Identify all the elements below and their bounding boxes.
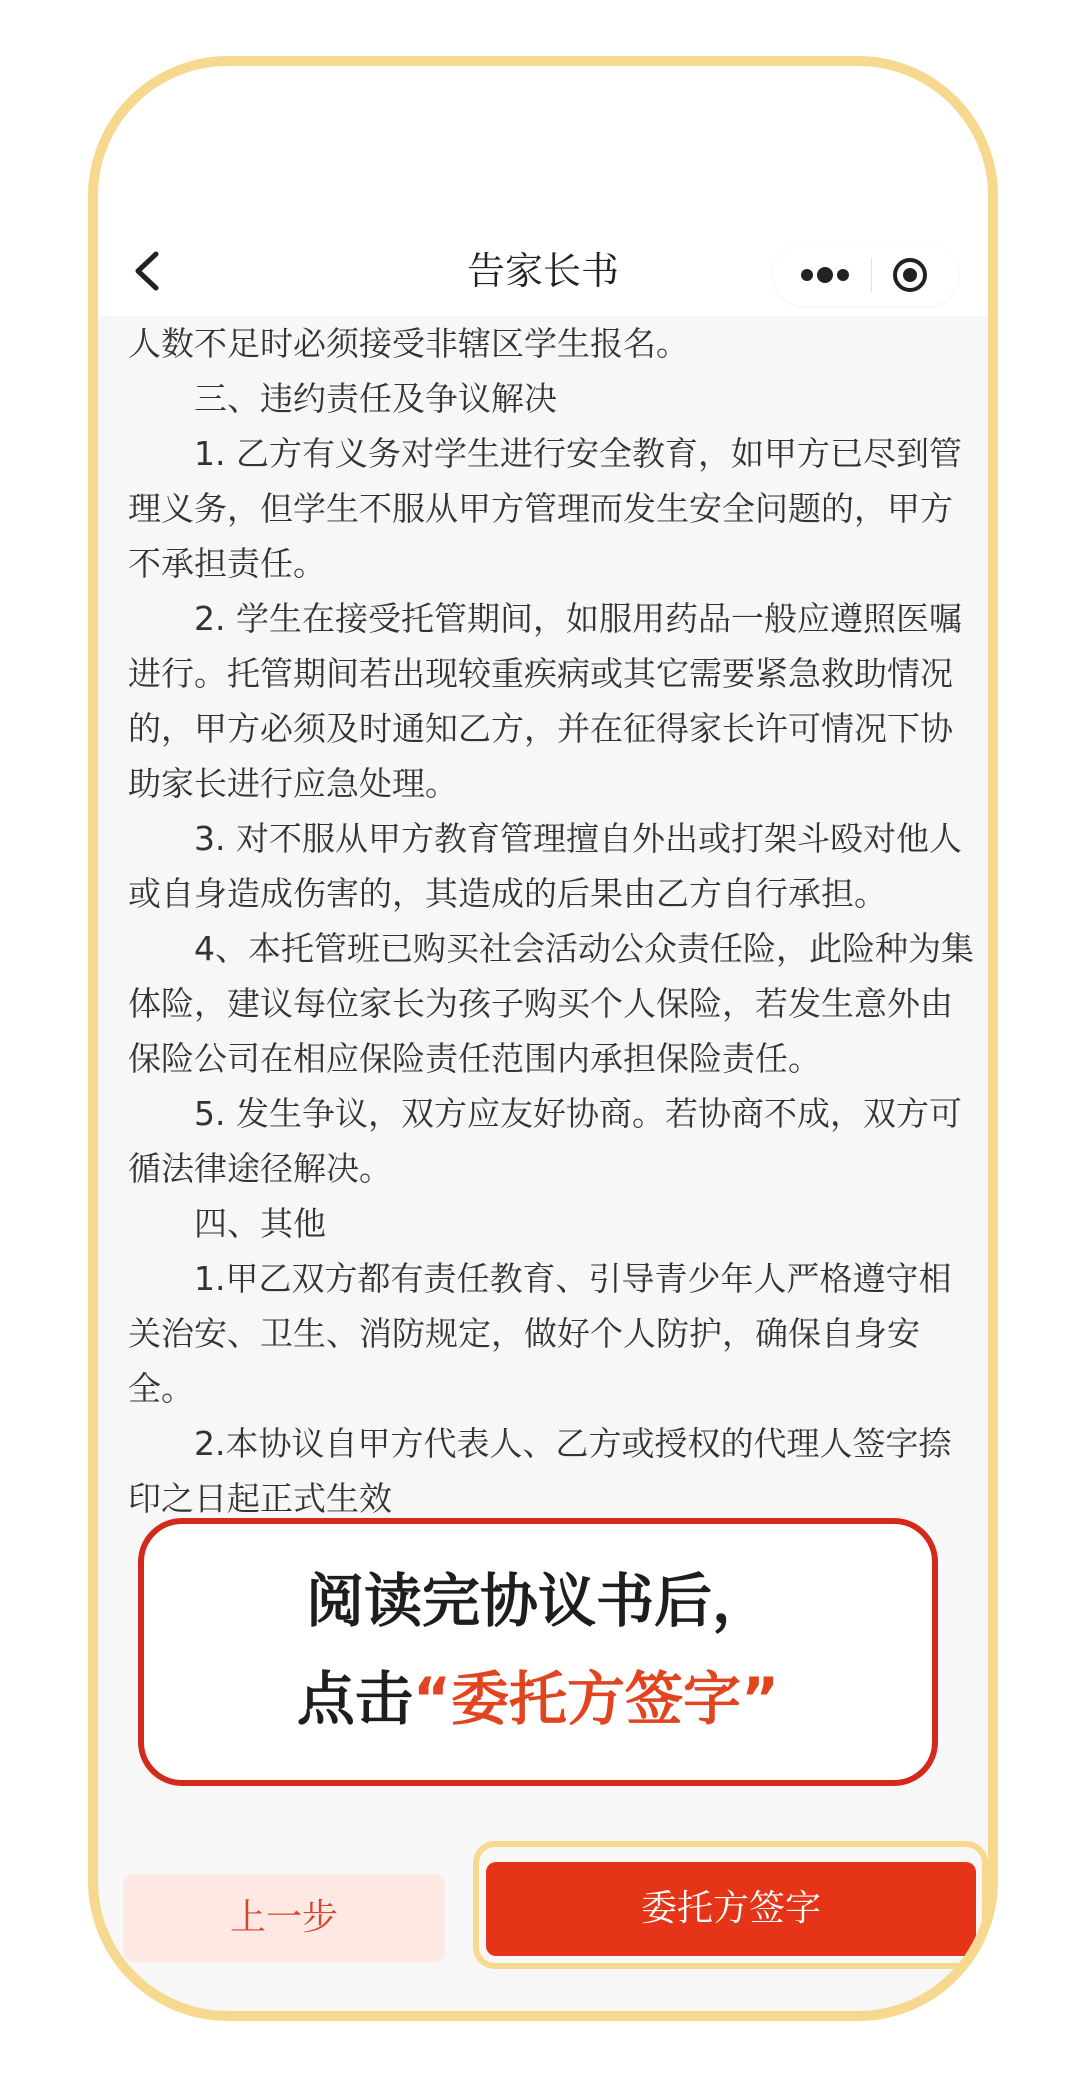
doc-paragraph: 2. 学生在接受托管期间，如服用药品一般应遵照医嘱进行。托管期间若出现较重疾病或其它需要紧急救助情况的，甲方必须及时通知乙方，并在征得家长许可情况下协助家长进行应急处理。	[128, 599, 962, 803]
agreement-text	[98, 316, 988, 1526]
callout-line-1: 阅读完协议书后，	[305, 1567, 770, 1635]
client-sign-button[interactable]: 委托方签字	[486, 1862, 976, 1956]
instruction-callout	[138, 1518, 938, 1786]
nav-bar	[98, 66, 988, 316]
target-circle-icon	[891, 256, 929, 294]
more-dots-icon	[795, 260, 855, 290]
page-title: 告家长书	[466, 249, 619, 293]
doc-paragraph: 2.本协议自甲方代表人、乙方或授权的代理人签字捺印之日起正式生效	[128, 1424, 952, 1518]
doc-paragraph: 3. 对不服从甲方教育管理擅自外出或打架斗殴对他人或自身造成伤害的，其造成的后果由乙方自行承担。	[128, 819, 962, 913]
doc-paragraph: 1. 乙方有义务对学生进行安全教育，如甲方已尽到管理义务，但学生不服从甲方管理而发生安全问题的，甲方不承担责任。	[128, 434, 962, 583]
doc-section-heading: 四、其他	[194, 1204, 326, 1243]
more-button[interactable]	[795, 260, 855, 290]
capsule-divider	[871, 258, 872, 292]
prev-step-button[interactable]: 上一步	[123, 1874, 445, 1962]
doc-paragraph: 人数不足时必须接受非辖区学生报名。	[128, 324, 689, 363]
doc-paragraph: 1.甲乙双方都有责任教育、引导青少年人严格遵守相关治安、卫生、消防规定，做好个人防护，确保自身安全。	[128, 1259, 952, 1408]
callout-line-2	[144, 1664, 932, 1734]
doc-section-heading: 三、违约责任及争议解决	[194, 379, 557, 418]
callout-highlight: “委托方签字”	[412, 1665, 780, 1733]
mini-program-capsule	[773, 244, 958, 306]
doc-paragraph: 4、本托管班已购买社会活动公众责任险，此险种为集体险，建议每位家长为孩子购买个人保险，若发生意外由保险公司在相应保险责任范围内承担保险责任。	[128, 929, 974, 1078]
doc-paragraph: 5. 发生争议，双方应友好协商。若协商不成，双方可循法律途径解决。	[128, 1094, 962, 1188]
close-button[interactable]	[891, 256, 929, 294]
phone-frame	[88, 56, 998, 2021]
callout-prefix: 点击	[296, 1665, 413, 1733]
